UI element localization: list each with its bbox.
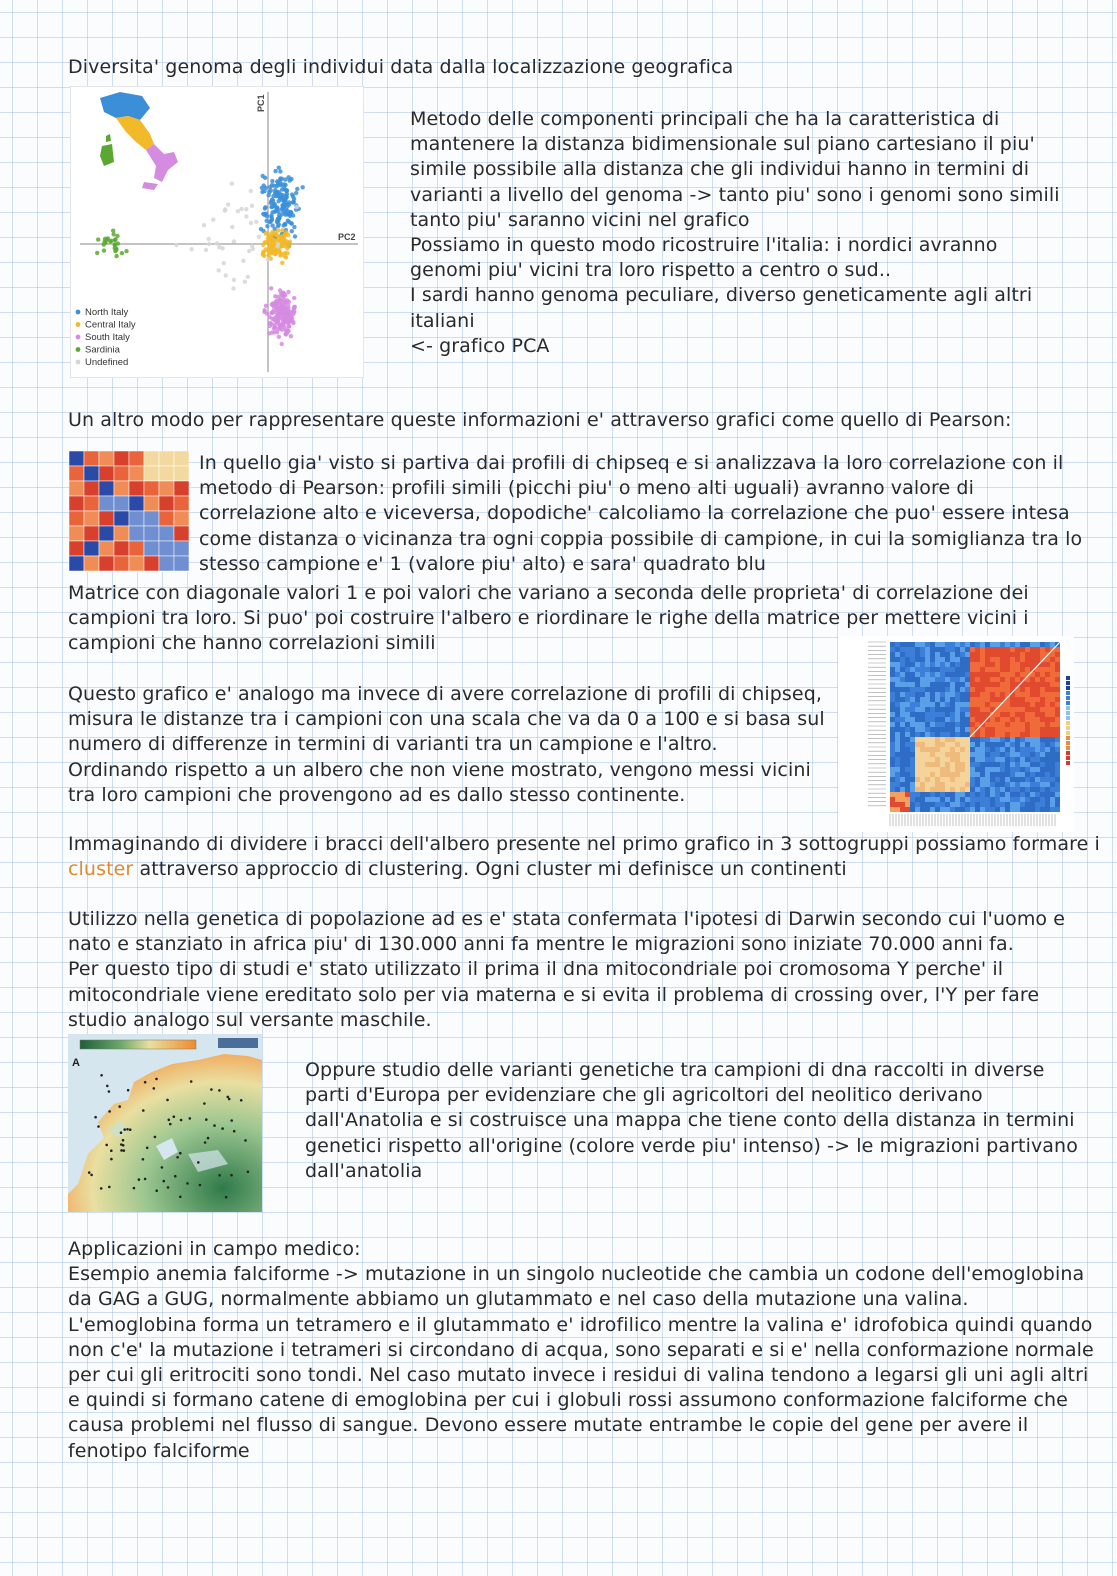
cluster-line-1: Immaginando di dividere i bracci dell'albero presente nel primo grafico in 3 sottogruppi possiamo formare i [68, 833, 1100, 855]
pca-text-line: I sardi hanno genoma peculiare, diverso geneticamente agli altri [410, 284, 1033, 307]
pca-legend-item: Central Italy [85, 319, 136, 331]
pca-legend-item: South Italy [85, 332, 130, 343]
pearson-text-line: stesso campione e' 1 (valore piu' alto) e sara' quadrato blu [199, 552, 767, 575]
europe-text-line: dall'Anatolia e si costruisce una mappa che tiene conto della distanza in termini [305, 1109, 1075, 1132]
pca-text-line: varianti a livello del genoma -> tanto piu' sono i genomi sono simili [410, 183, 1060, 206]
pearson-intro: Un altro modo per rappresentare queste informazioni e' attraverso grafici come quello di Pearson: [68, 409, 1012, 431]
pca-plot-figure [70, 86, 364, 378]
medical-text-line: L'emoglobina forma un tetramero e il glutammato e' idrofilico mentre la valina e' idrofobica quindi quando [68, 1313, 1093, 1336]
pca-legend [76, 307, 136, 368]
pca-axis-pc1: PC1 [256, 94, 266, 112]
medical-text-line: non c'e' la mutazione i tetrameri si circondano di acqua, sono separati e si e' nella conformazione normale [68, 1338, 1094, 1361]
pca-axis-pc2: PC2 [338, 232, 356, 242]
medical-text-line: da GAG a GUG, normalmente abbiamo un glutammato e nel caso della mutazione una valina. [68, 1288, 969, 1311]
matrix-text-line: campioni che hanno correlazioni simili [68, 632, 436, 655]
pearson-heatmap-figure [69, 451, 189, 572]
genetics-text-line: mitocondriale viene ereditato solo per via materna e si evita il problema di crossing over, l'Y per fare [68, 983, 1040, 1006]
distance-text-line: numero di differenze in termini di varianti tra un campione e l'altro. [68, 733, 718, 756]
europe-text-line: genetici rispetto all'origine (colore verde piu' intenso) -> le migrazioni partivano [305, 1134, 1078, 1157]
cluster-line-2-rest: attraverso approccio di clustering. Ogni cluster mi definisce un continenti [133, 858, 847, 880]
pca-text-line: genomi piu' vicini tra loro rispetto a centro o sud.. [410, 259, 892, 282]
genetics-text-line: nato e stanziato in africa piu' di 130.000 anni fa mentre le migrazioni sono iniziate 70.000 anni fa. [68, 933, 1014, 956]
matrix-text-line: campioni tra loro. Si puo' poi costruire l'albero e riordinare le righe della matrice per mettere vicini i [68, 607, 1029, 630]
pca-legend-item: Undefined [85, 357, 129, 368]
distance-heatmap-figure [838, 636, 1074, 832]
pearson-heatmap [69, 451, 189, 572]
medical-text-line: e quindi si formano catene di emoglobina per cui i globuli rossi assumono conformazione falciforme che [68, 1389, 1068, 1412]
medical-text-line: per cui gli eritrociti sono tondi. Nel caso mutato invece i residui di valina tendono a legarsi gli uni agli altri [68, 1364, 1089, 1386]
europe-text-line: parti d'Europa per evidenziare che gli agricoltori del neolitico derivano [305, 1084, 983, 1107]
map-panel-label: A [72, 1057, 80, 1069]
pca-text-line: simile possibile alla distanza che gli individui hanno in termini di [410, 158, 1030, 181]
distance-text-line: Questo grafico e' analogo ma invece di avere correlazione di profili di chipseq, [68, 683, 823, 705]
page-heading: Diversita' genoma degli individui data dalla localizzazione geografica [68, 56, 734, 78]
distance-text-line: tra loro campioni che provengono ad es dallo stesso continente. [68, 783, 686, 806]
genetics-text-line: studio analogo sul versante maschile. [68, 1008, 432, 1031]
distance-text-line: misura le distanze tra i campioni con una scala che va da 0 a 100 e si basa sul [68, 708, 825, 731]
pearson-text-line: In quello gia' visto si partiva dai profili di chipseq e si analizzava la loro correlazione con il [199, 452, 1064, 474]
pca-text-line: tanto piu' saranno vicini nel grafico [410, 208, 750, 231]
medical-text-line: Esempio anemia falciforme -> mutazione in un singolo nucleotide che cambia un codone dell'emoglobina [68, 1263, 1085, 1286]
medical-text-line: Applicazioni in campo medico: [68, 1238, 361, 1260]
matrix-text-line: Matrice con diagonale valori 1 e poi valori che variano a seconda delle proprieta' di correlazione dei [68, 582, 1029, 604]
pearson-text-line: correlazione alto e viceversa, dopodiche' calcoliamo la correlazione che puo' essere intesa [199, 502, 1070, 525]
pca-text-line: Metodo delle componenti principali che ha la caratteristica di [410, 108, 1000, 130]
genetics-text-line: Per questo tipo di studi e' stato utilizzato il prima il dna mitocondriale poi cromosoma Y perche' il [68, 958, 1004, 981]
europe-map-figure [68, 1034, 262, 1212]
europe-text-line: dall'anatolia [305, 1159, 423, 1182]
pca-text-line: <- grafico PCA [410, 334, 550, 357]
pca-text-line: Possiamo in questo modo ricostruire l'italia: i nordici avranno [410, 234, 998, 256]
pca-text-line: italiani [410, 309, 475, 332]
distance-text-line: Ordinando rispetto a un albero che non viene mostrato, vengono messi vicini [68, 758, 811, 781]
cluster-line-2 [68, 857, 847, 882]
europe-text-line: Oppure studio delle varianti genetiche tra campioni di dna raccolti in diverse [305, 1059, 1045, 1081]
medical-text-line: fenotipo falciforme [68, 1439, 250, 1462]
pca-text-line: mantenere la distanza bidimensionale sul piano cartesiano il piu' [410, 133, 1035, 156]
pca-legend-item: Sardinia [85, 344, 120, 356]
pearson-text-line: metodo di Pearson: profili simili (picchi piu' o meno alti uguali) avranno valore di [199, 477, 974, 500]
distance-heatmap [838, 636, 1074, 832]
europe-map [68, 1034, 262, 1212]
cluster-highlight: cluster [68, 858, 134, 880]
pearson-text-line: come distanza o vicinanza tra ogni coppia possibile di campione, in cui la somiglianza tra lo [199, 527, 1083, 550]
medical-text-line: causa problemi nel flusso di sangue. Devono essere mutate entrambe le copie del gene per avere il [68, 1414, 1029, 1437]
pca-plot [70, 86, 364, 378]
pca-legend-item: North Italy [85, 307, 129, 318]
genetics-text-line: Utilizzo nella genetica di popolazione ad es e' stata confermata l'ipotesi di Darwin secondo cui l'uomo e [68, 908, 1066, 930]
